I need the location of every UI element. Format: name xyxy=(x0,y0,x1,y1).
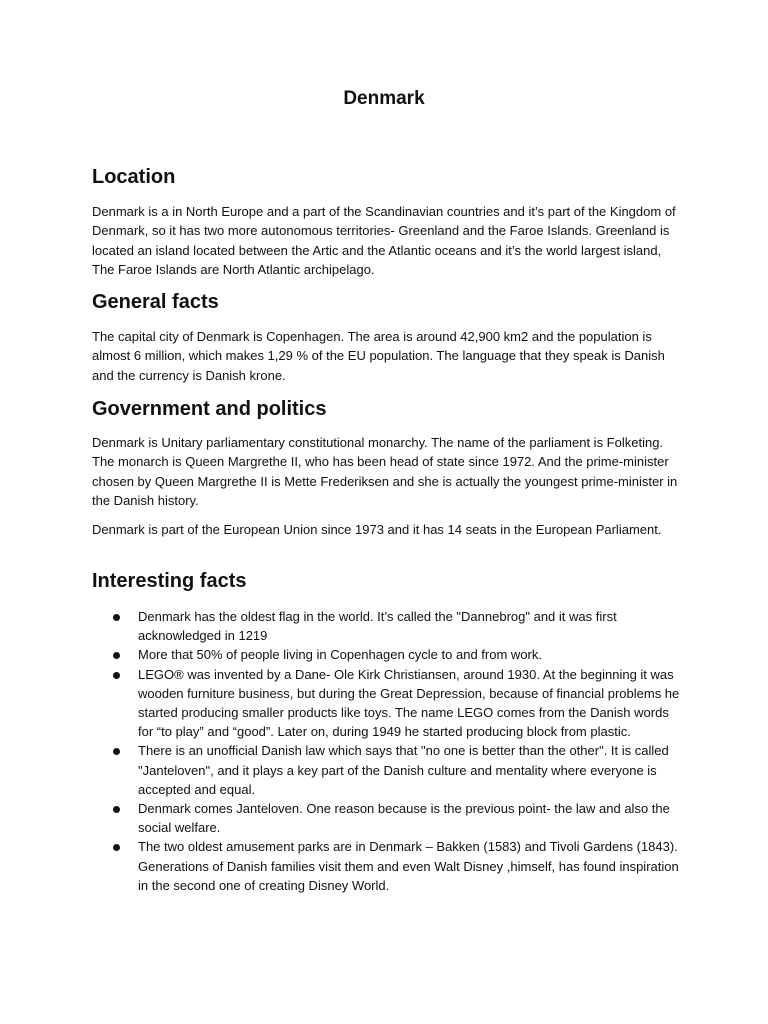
location-paragraph: Denmark is a in North Europe and a part of the Scandinavian countries and it’s part of the Kingdom of Denmark, so it has two more autonomous territories- Greenland and the Faroe Islands. Greenland is located an island located between the Artic and the Atlantic oceans and it’s the world largest island, The Faroe Islands are North Atlantic archipelago. xyxy=(92,204,676,277)
list-item xyxy=(92,837,682,895)
list-item-text: The two oldest amusement parks are in Denmark – Bakken (1583) and Tivoli Gardens (1843). Generations of Danish families visit them and even Walt Disney ,himself, has found inspiration in the second one of creating Disney World. xyxy=(138,839,679,893)
bullet-icon xyxy=(113,806,120,813)
list-item-text: There is an unofficial Danish law which says that "no one is better than the other". It is called "Janteloven", and it plays a key part of the Danish culture and mentality where everyone is accepted and equal. xyxy=(138,743,669,797)
list-item-text: Denmark comes Janteloven. One reason because is the previous point- the law and also the social welfare. xyxy=(138,801,670,836)
list-item xyxy=(92,665,682,742)
section-heading-interesting-facts: Interesting facts xyxy=(92,570,247,592)
list-item-text: LEGO® was invented by a Dane- Ole Kirk Christiansen, around 1930. At the beginning it was wooden furniture business, but during the Great Depression, because of financial problems he started producing smaller products like toys. The name LEGO comes from the Danish words for “to play” and “good”. Later on, during 1949 he started producing block from plastic. xyxy=(138,666,680,740)
bullet-icon xyxy=(113,748,120,755)
list-item xyxy=(92,799,682,837)
list-item xyxy=(92,607,682,645)
list-item-text: More that 50% of people living in Copenhagen cycle to and from work. xyxy=(138,647,542,663)
bullet-icon xyxy=(113,652,120,659)
general-facts-paragraph: The capital city of Denmark is Copenhagen. The area is around 42,900 km2 and the population is almost 6 million, which makes 1,29 % of the EU population. The language that they speak is Danish and the currency is Danish krone. xyxy=(92,329,665,383)
interesting-facts-list xyxy=(92,607,682,895)
bullet-icon xyxy=(113,614,120,621)
government-paragraph-2: Denmark is part of the European Union since 1973 and it has 14 seats in the European Parliament. xyxy=(92,522,662,537)
government-paragraph-1: Denmark is Unitary parliamentary constitutional monarchy. The name of the parliament is Folketing. The monarch is Queen Margrethe II, who has been head of state since 1972. And the prime-minister chosen by Queen Margrethe II is Mette Frederiksen and she is actually the youngest prime-minister in the Danish history. xyxy=(92,435,678,508)
list-item-text: Denmark has the oldest flag in the world. It’s called the "Dannebrog" and it was first acknowledged in 1219 xyxy=(138,609,617,644)
list-item xyxy=(92,645,682,664)
section-heading-general-facts: General facts xyxy=(92,291,219,313)
bullet-icon xyxy=(113,844,120,851)
section-heading-location: Location xyxy=(92,166,176,188)
document-title: Denmark xyxy=(343,88,425,109)
bullet-icon xyxy=(113,672,120,679)
section-heading-government: Government and politics xyxy=(92,398,327,420)
list-item xyxy=(92,741,682,799)
